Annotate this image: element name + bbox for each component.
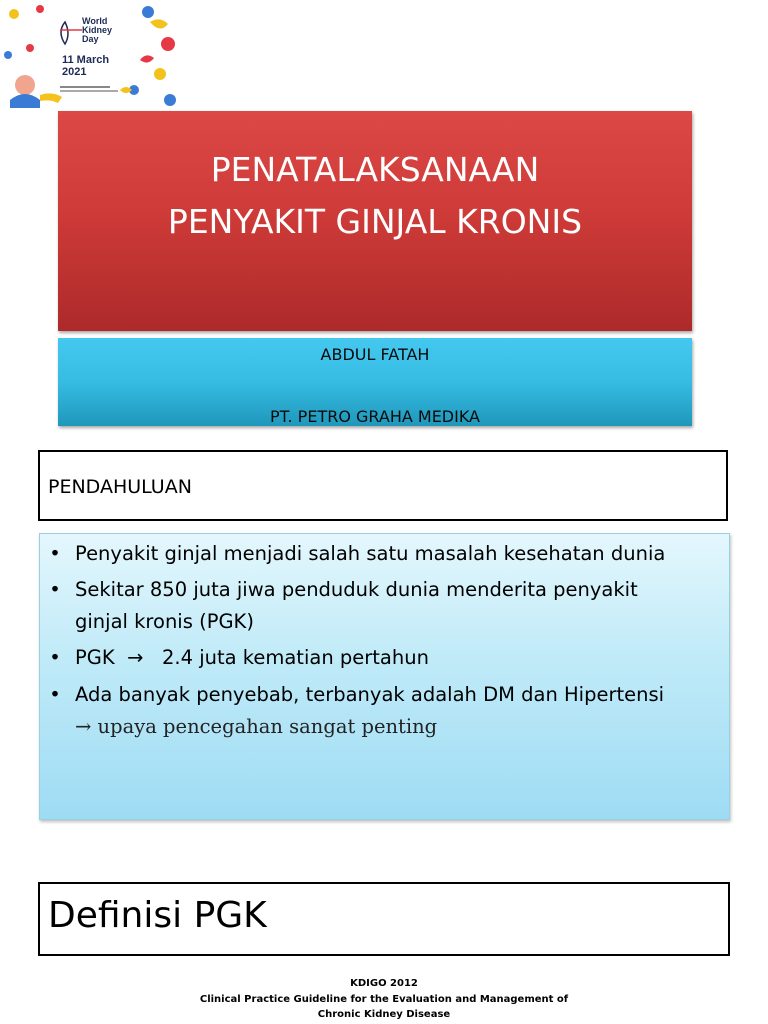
definition-heading-box	[38, 882, 730, 956]
title-banner	[58, 111, 692, 331]
logo-title-line2: Kidney	[82, 25, 113, 35]
bullet-item-4-line-1: Ada banyak penyebab, terbanyak adalah DM dan Hipertensi	[75, 683, 665, 706]
bullet-icon: •	[49, 542, 61, 565]
footer-line-2: Clinical Practice Guideline for the Evaluation and Management of	[199, 994, 569, 1005]
logo-title-line3: Day	[82, 34, 99, 44]
bullet-item-1: Penyakit ginjal menjadi salah satu masalah kesehatan dunia	[75, 542, 666, 565]
logo-title-line1: World	[82, 16, 108, 26]
footer-line-3: Chronic Kidney Disease	[317, 1009, 451, 1020]
definition-heading: Definisi PGK	[48, 895, 267, 936]
bullet-icon: •	[49, 578, 61, 601]
bullet-item-2-line-2: ginjal kronis (PGK)	[75, 610, 254, 633]
bullet-icon: •	[49, 683, 61, 706]
bullet-list-box	[39, 533, 730, 820]
title-line-1: PENATALAKSANAAN	[210, 150, 540, 189]
section-heading-box	[38, 450, 728, 521]
world-kidney-day-logo	[0, 0, 182, 108]
subtitle-banner	[58, 338, 692, 426]
section-heading: PENDAHULUAN	[48, 476, 192, 498]
title-line-2: PENYAKIT GINJAL KRONIS	[167, 202, 583, 241]
logo-date-line1: 11 March	[62, 54, 110, 66]
bullet-icon: •	[49, 646, 61, 669]
author-name: ABDUL FATAH	[320, 345, 430, 364]
organization-name: PT. PETRO GRAHA MEDIKA	[269, 407, 480, 426]
bullet-item-2-line-1: Sekitar 850 juta jiwa penduduk dunia menderita penyakit	[75, 578, 638, 601]
logo-date-line2: 2021	[62, 66, 87, 78]
bullet-item-4-line-2: → upaya pencegahan sangat penting	[75, 715, 438, 738]
footer-line-1: KDIGO 2012	[350, 978, 418, 989]
bullet-item-3: PGK → 2.4 juta kematian pertahun	[75, 646, 429, 669]
